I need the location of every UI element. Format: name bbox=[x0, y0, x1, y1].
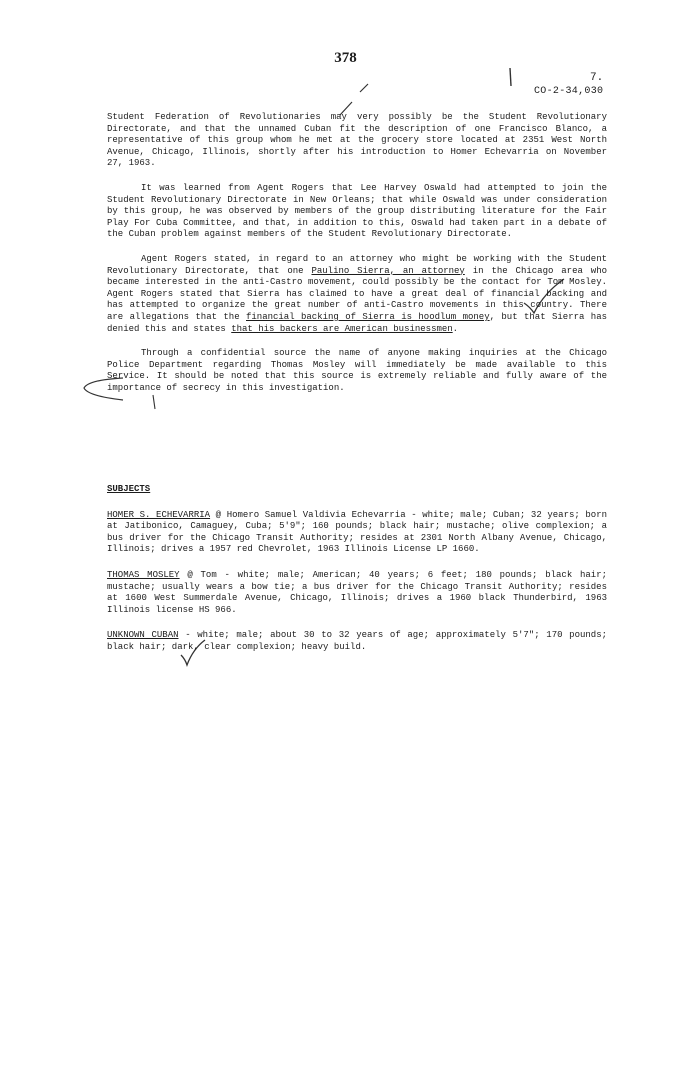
subject-unknown-cuban bbox=[107, 630, 607, 653]
paragraph-3-part-3: , but that Sierra has denied this and states bbox=[107, 311, 608, 334]
page-seven-label: 7. bbox=[590, 72, 604, 84]
subject-unknown-cuban-details: - white; male; about 30 to 32 years of age; approximately 5'7"; 170 pounds; black hair; dark, clear complexion; heavy build. bbox=[107, 630, 607, 652]
pen-tick-mark bbox=[145, 393, 165, 413]
paragraph-3-end: . bbox=[452, 323, 459, 334]
subject-mosley bbox=[107, 570, 607, 616]
paulino-sierra-underlined: Paulino Sierra, an attorney bbox=[311, 265, 465, 276]
paragraph-2: It was learned from Agent Rogers that Lee Harvey Oswald had attempted to join the Student Revolutionary Directorate in New Orleans; that while Oswald was under consideration by this group, he was observed by members of the group distributing literature for the Fair Play For Cuba Committee, and that, in addition to this, Oswald had taken part in a debate of the Cuban problem against members of the Student Revolutionary Directorate. bbox=[107, 182, 607, 240]
american-businessmen-underlined: that his backers are American businessmen bbox=[231, 323, 453, 334]
subject-echevarria bbox=[107, 510, 607, 556]
paragraph-4: Through a confidential source the name of anyone making inquiries at the Chicago Police Department regarding Thomas Mosley will immediately be made available to this Service. It should be noted that this source is extremely reliable and fully aware of the importance of secrecy in this investigation. bbox=[107, 348, 607, 393]
body-text bbox=[107, 112, 607, 394]
paragraph-3 bbox=[107, 254, 607, 335]
subjects-section bbox=[107, 484, 607, 654]
subjects-heading: SUBJECTS bbox=[107, 484, 151, 494]
paragraph-1: Student Federation of Revolutionaries may very possibly be the Student Revolutionary Directorate, and that the unnamed Cuban fit the description of one Francisco Blanco, a representative of this group whom he met at the grocery store located at 2351 West North Avenue, Chicago, Illinois, shortly after his introduction to Homer Echevarria on November 27, 1963. bbox=[107, 112, 607, 169]
hoodlum-money-underlined: financial backing of Sierra is hoodlum money bbox=[246, 311, 490, 322]
pen-mark-header bbox=[500, 64, 530, 94]
page-number: 378 bbox=[334, 50, 357, 66]
subject-mosley-name: THOMAS MOSLEY bbox=[107, 569, 180, 580]
subject-unknown-cuban-name: UNKNOWN CUBAN bbox=[107, 630, 179, 641]
paragraph-3-part-2: in the Chicago area who became interested in the anti-Castro movement, could possibly be the contact for Tom Mosley. Agent Rogers stated that Sierra has claimed to have a great deal of financial backing and has attempted to organize the great number of anti-Castro movements in this country. There are allegations that the bbox=[107, 265, 607, 322]
subject-echevarria-name: HOMER S. ECHEVARRIA bbox=[107, 509, 211, 520]
file-number: CO-2-34,030 bbox=[534, 86, 604, 97]
subject-echevarria-details: @ Homero Samuel Valdivia Echevarria - white; male; Cuban; 32 years; born at Jatibonico, Camaguey, Cuba; 5'9"; 160 pounds; black hair; mustache; olive complexion; a bus driver for the Chicago Transit Authority; resides at 2301 North Albany Avenue, Chicago, Illinois; drives a 1957 red Chevrolet, 1963 Illinois License LP 1660. bbox=[107, 509, 607, 555]
subject-mosley-details: @ Tom - white; male; American; 40 years; 6 feet; 180 pounds; black hair; mustache; usually wears a bow tie; a bus driver for the Chicago Transit Authority; resides at 1600 West Summerdale Avenue, Chicago, Illinois; drives a 1960 black Thunderbird, 1963 Illinois license HS 966. bbox=[107, 569, 608, 615]
paragraph-3-part-1: Agent Rogers stated, in regard to an attorney who might be working with the Student Revolutionary Directorate, that one bbox=[107, 253, 607, 276]
